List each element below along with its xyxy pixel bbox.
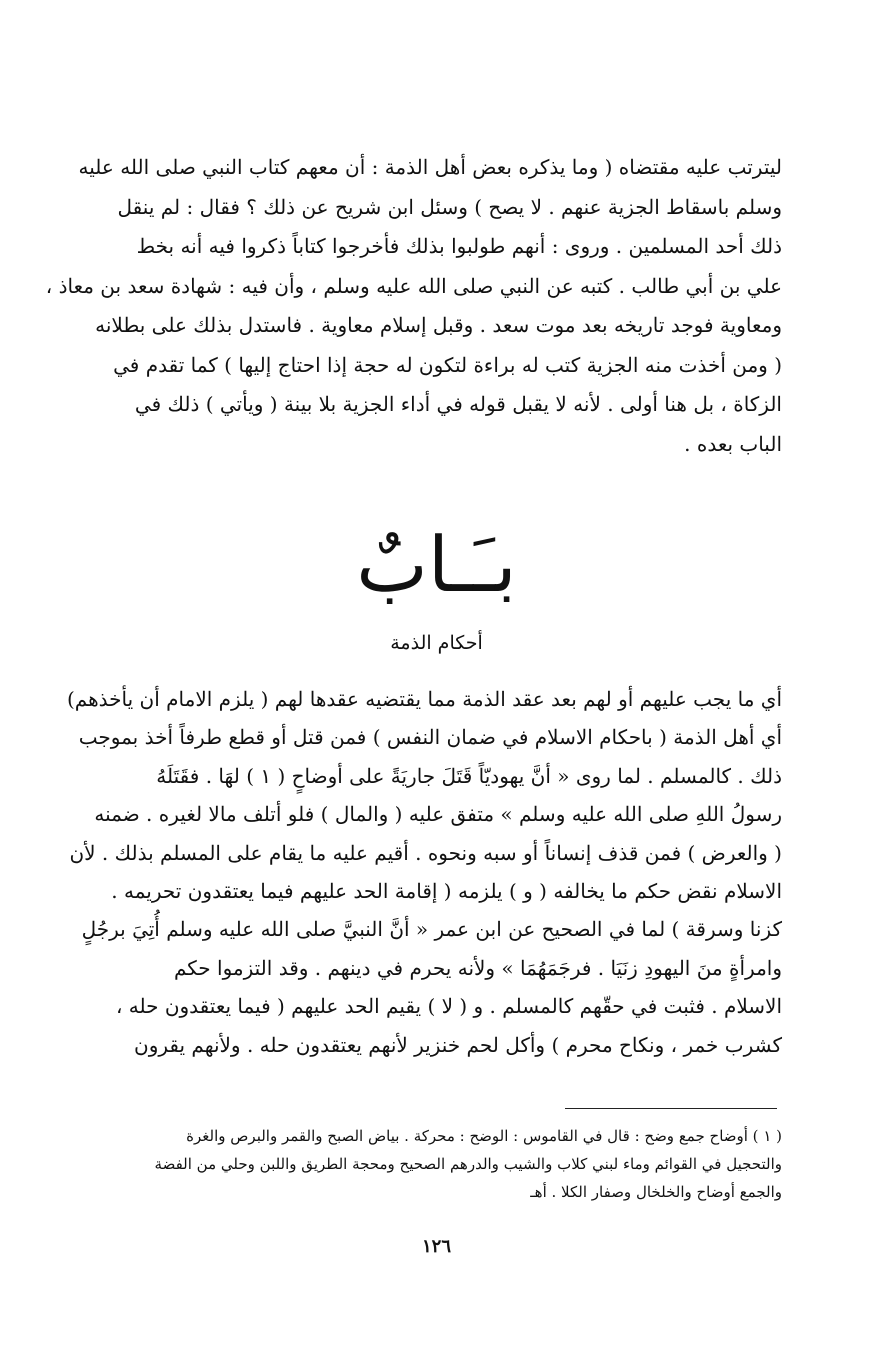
chapter-subtitle: أحكام الذمة: [390, 632, 483, 654]
text-line: الاسلام . فثبت في حقّهم كالمسلم . و ( لا ) يقيم الحد عليهم ( فيما يعتقدون حله ،: [115, 994, 782, 1019]
top-paragraph: [40, 148, 782, 464]
text-line: كشرب خمر ، ونكاح محرم ) وأكل لحم خنزير لأنهم يعتقدون حله . ولأنهم يقرون: [134, 1032, 782, 1057]
footnote-line: والجمع أوضاح والخلخال وصفار الكلا . أهـ: [530, 1183, 782, 1201]
text-line: ذلك أحد المسلمين . وروى : أنهم طولبوا بذلك فأخرجوا كتاباً ذكروا فيه أنه بخط: [136, 234, 782, 258]
main-paragraph: [40, 680, 782, 1064]
text-line: ( والعرض ) فمن قذف إنساناً أو سبه ونحوه . أقيم عليه ما يقام على المسلم بذلك . لأن: [69, 840, 782, 865]
text-line: وامرأةٍ منَ اليهودِ زنَيَا . فرجَمَهُمَا » ولأنه يحرم في دينهم . وقد التزموا حكم: [173, 955, 782, 980]
text-line: ذلك . كالمسلم . لما روى « أنَّ يهوديّاً قَتَلَ جاريَةً على أوضاحٍ ( ١ ) لهَا . فقَتَلَهُ: [156, 763, 782, 788]
text-line: كزنا وسرقة ) لما في الصحيح عن ابن عمر « أنَّ النبيَّ صلى الله عليه وسلم أُتِيَ برجُلٍ: [81, 917, 782, 942]
text-line: أي ما يجب عليهم أو لهم بعد عقد الذمة مما يقتضيه عقدها لهم ( يلزم الامام أن يأخذهم): [67, 687, 782, 711]
footnote-line: والتحجيل في القوائم وماء لبني كلاب والشيب والدرهم الصحيح ومحجة الطريق واللبن وحلي من الفضة: [154, 1155, 782, 1173]
chapter-title: بـَـابٌ: [356, 520, 517, 609]
text-line: ومعاوية فوجد تاريخه بعد موت سعد . وقبل إسلام معاوية . فاستدل بذلك على بطلانه: [95, 313, 782, 337]
text-line: ( ومن أخذت منه الجزية كتب له براءة لتكون له حجة إذا احتاج إليها ) كما تقدم في: [113, 352, 782, 377]
text-line: الزكاة ، بل هنا أولى . لأنه لا يقبل قوله في أداء الجزية بلا بينة ( ويأتي ) ذلك في: [134, 392, 782, 416]
text-line: أي أهل الذمة ( باحكام الاسلام في ضمان النفس ) فمن قتل أو قطع طرفاً أخذ بموجب: [78, 725, 782, 750]
text-line: الاسلام نقض حكم ما يخالفه ( و ) يلزمه ( إقامة الحد عليهم فيما يعتقدون تحريمه .: [111, 879, 782, 904]
footnote-line: ( ١ ) أوضاح جمع وضح : قال في القاموس : الوضح : محركة . بياض الصبح والقمر والبرص والغرة: [186, 1127, 782, 1145]
text-line: ليترتب عليه مقتضاه ( وما يذكره بعض أهل الذمة : أن معهم كتاب النبي صلى الله عليه: [78, 155, 782, 179]
footnote-divider: [565, 1108, 777, 1109]
footnote: [40, 1122, 782, 1206]
text-line: وسلم باسقاط الجزية عنهم . لا يصح ) وسئل ابن شريح عن ذلك ؟ فقال : لم ينقل: [117, 194, 782, 219]
page-number: ١٢٦: [421, 1236, 451, 1257]
text-line: رسولُ اللهِ صلى الله عليه وسلم » متفق عليه ( والمال ) فلو أتلف مالا لغيره . ضمنه: [94, 802, 782, 827]
text-line: علي بن أبي طالب . كتبه عن النبي صلى الله عليه وسلم ، وأن فيه : شهادة سعد بن معاذ ،: [45, 273, 782, 298]
text-line: الباب بعده .: [684, 431, 782, 456]
